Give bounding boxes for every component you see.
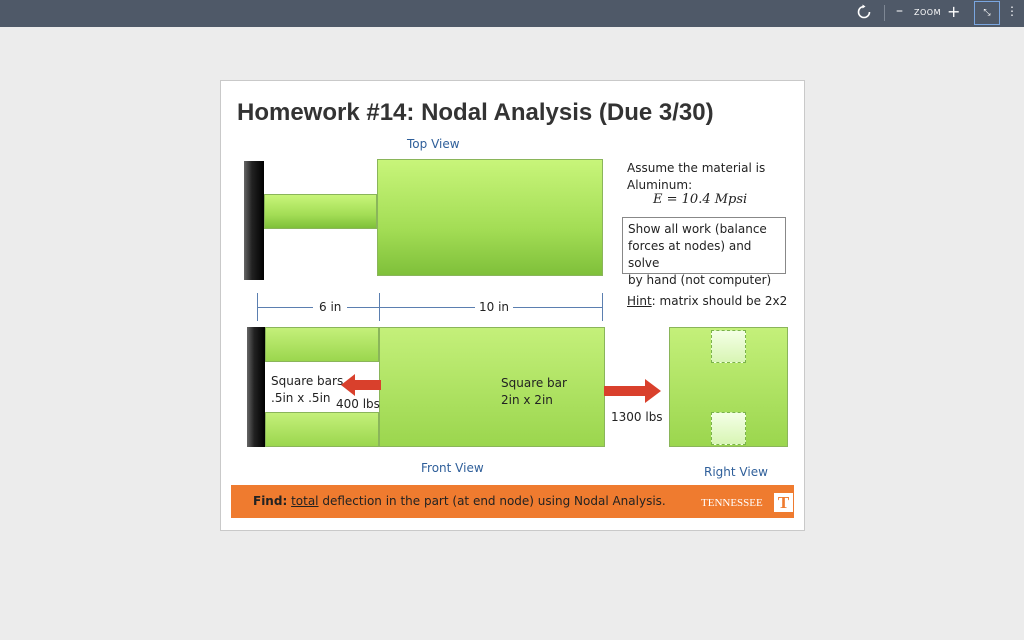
find-total: total <box>291 494 319 508</box>
front-view-upper-thin-bar <box>265 327 379 362</box>
load-1300-arrow <box>604 379 661 403</box>
university-logo-text: TENNESSEE <box>701 497 763 509</box>
load-1300-label: 1300 lbs <box>611 410 663 424</box>
show-work-line-2: forces at nodes) and solve <box>628 239 752 270</box>
slide <box>220 80 805 531</box>
dim-line-10-right <box>513 307 602 308</box>
right-view-upper-square <box>711 330 746 363</box>
zoom-in-button[interactable]: + <box>947 2 961 21</box>
dim-line-6-right <box>347 307 379 308</box>
shrink-icon: ⤡ <box>983 8 991 18</box>
find-label: Find: <box>253 494 288 508</box>
zoom-label: ZOOM <box>914 8 941 17</box>
exit-fullscreen-button[interactable] <box>974 1 1000 25</box>
right-view-lower-square <box>711 412 746 445</box>
find-banner <box>231 485 794 518</box>
material-line-1: Assume the material is <box>627 161 766 175</box>
front-view-label: Front View <box>421 461 484 475</box>
front-view-lower-thin-bar <box>265 412 379 447</box>
top-view-label: Top View <box>407 137 460 151</box>
square-bars-line-1: Square bars <box>271 374 344 388</box>
hint-note <box>627 294 787 308</box>
dim-line-6-left <box>257 307 313 308</box>
toolbar-divider <box>884 5 885 21</box>
show-work-box <box>622 217 786 287</box>
slide-title: Homework #14: Nodal Analysis (Due 3/30) <box>237 99 714 126</box>
material-line-2: Aluminum: <box>627 178 693 192</box>
front-view-wall <box>247 327 265 447</box>
load-400-label: 400 lbs <box>336 397 380 411</box>
show-work-line-1: Show all work (balance <box>628 222 767 236</box>
dim-line-10-left <box>379 307 475 308</box>
modulus-equation: E = 10.4 Mpsi <box>653 192 748 207</box>
square-bars-label <box>271 373 343 407</box>
viewer-toolbar <box>0 0 1024 27</box>
dim-tick-right <box>602 293 603 321</box>
square-bar-line-1: Square bar <box>501 376 567 390</box>
square-bars-line-2: .5in x .5in <box>271 391 331 405</box>
rotate-icon[interactable] <box>856 4 872 20</box>
right-view-label: Right View <box>704 465 768 479</box>
top-view-thin-bar <box>264 194 377 229</box>
square-bar-line-2: 2in x 2in <box>501 393 553 407</box>
front-view-thick-bar <box>379 327 605 447</box>
top-view-wall <box>244 161 264 280</box>
material-note <box>627 160 765 194</box>
find-text <box>253 494 666 508</box>
hint-label: Hint <box>627 294 652 308</box>
hint-text: : matrix should be 2x2 <box>651 294 788 308</box>
dimension-10in: 10 in <box>479 300 510 314</box>
dimension-6in: 6 in <box>319 300 342 314</box>
university-logo-icon: T <box>774 493 793 512</box>
zoom-out-button[interactable]: – <box>896 3 903 19</box>
top-view-thick-bar <box>377 159 603 276</box>
find-rest: deflection in the part (at end node) using Nodal Analysis. <box>322 494 666 508</box>
more-options-icon[interactable]: ⋮ <box>1006 4 1018 18</box>
square-bar-label <box>501 375 567 409</box>
show-work-line-3: by hand (not computer) <box>628 273 772 287</box>
load-400-arrow <box>341 374 381 396</box>
